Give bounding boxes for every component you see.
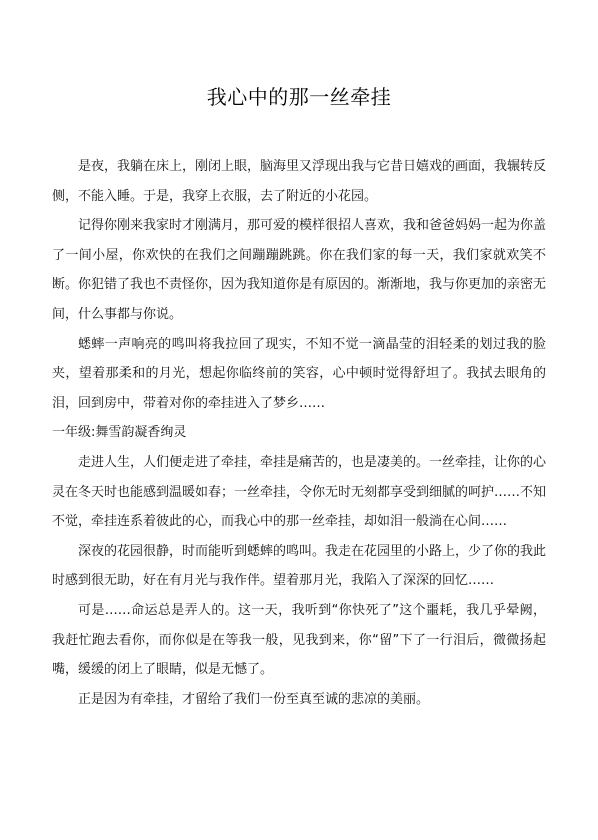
paragraph: 记得你刚来我家时才刚满月，那可爱的模样很招人喜欢，我和爸爸妈妈一起为你盖了一间小屋，你欢快的在我们之间蹦蹦跳跳。你在我们家的每一天，我们家就欢笑不断。你犯错了我也不责怪你，因为我知道你是有原因的。渐渐地，我与你更加的亲密无间，什么事都与你说。: [52, 218, 547, 322]
paragraph: 是夜，我躺在床上，刚闭上眼，脑海里又浮现出我与它昔日嬉戏的画面，我辗转反侧，不能入睡。于是，我穿上衣服，去了附近的小花园。: [52, 159, 547, 204]
paragraph: 蟋蟀一声响亮的鸣叫将我拉回了现实，不知不觉一滴晶莹的泪轻柔的划过我的脸夹，望着那柔和的月光，想起你临终前的笑容，心中顿时觉得舒坦了。我拭去眼角的泪，回到房中，带着对你的牵挂进入了梦乡……: [52, 336, 546, 411]
paragraph: 深夜的花园很静，时而能听到蟋蟀的鸣叫。我走在花园里的小路上，少了你的我此时感到很无助，好在有月光与我作伴。望着那月光，我陷入了深深的回忆……: [52, 543, 547, 589]
document-title: 我心中的那一丝牵挂: [206, 85, 392, 109]
document-body: [52, 152, 546, 714]
paragraph: 可是……命运总是弄人的。这一天，我听到“你快死了”这个噩耗，我几乎晕阙，我赶忙跑去看你，而你似是在等我一般，见我到来，你“留”下了一行泪后，微微扬起嘴，缓缓的闭上了眼睛，似是无憾了。: [52, 602, 546, 678]
section-heading: 一年级:舞雪韵凝香绚灵: [52, 425, 187, 441]
paragraph: 正是因为有牵挂，才留给了我们一份至真至诚的悲凉的美丽。: [78, 691, 430, 707]
paragraph: 走进人生，人们便走进了牵挂，牵挂是痛苦的，也是凄美的。一丝牵挂，让你的心灵在冬天时也能感到温暖如春；一丝牵挂，令你无时无刻都享受到细腻的呵护……不知不觉，牵挂连系着彼此的心，而我心中的那一丝牵挂，却如泪一般淌在心间……: [52, 454, 547, 530]
